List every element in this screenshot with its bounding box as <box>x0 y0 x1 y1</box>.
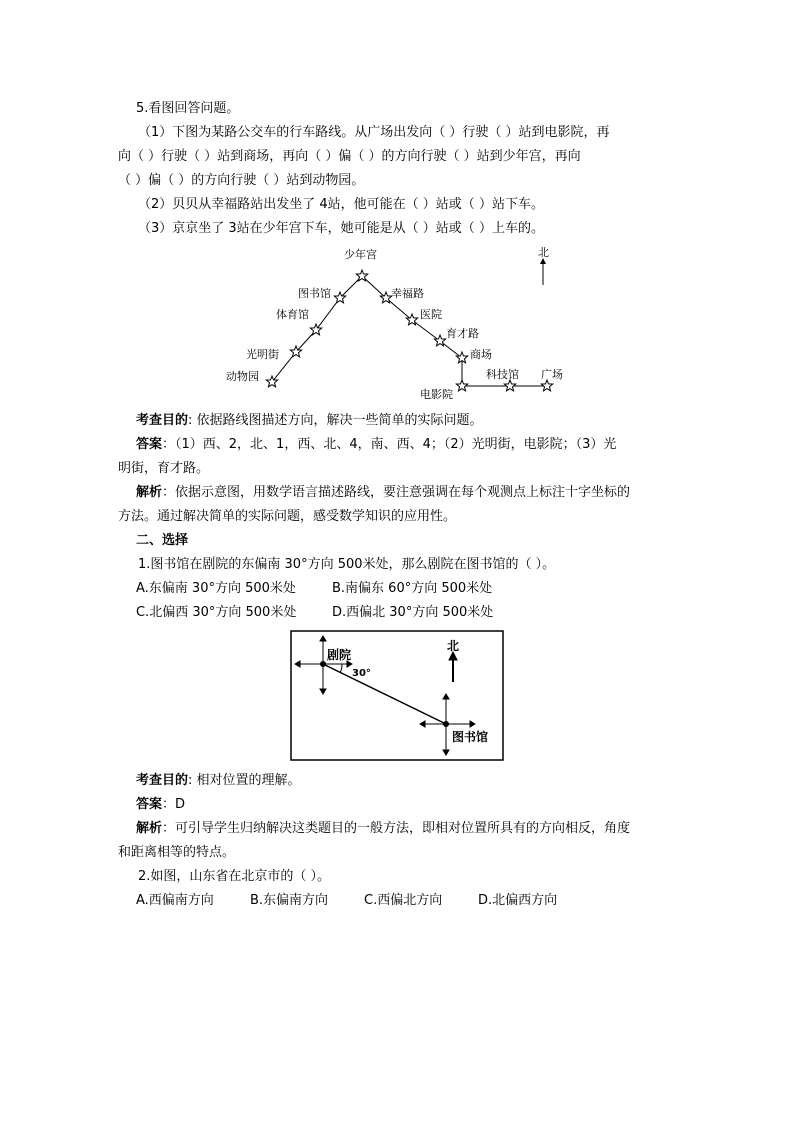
station-shangchang: 商场 <box>470 348 492 361</box>
q5-aim-label: 考查目的 <box>136 413 189 428</box>
q5-aim-text: : 依据路线图描述方向，解决一些简单的实际问题。 <box>188 413 483 428</box>
station-star-icon <box>310 324 321 335</box>
station-star-icon <box>504 380 515 391</box>
choice1-stem: 1.图书馆在剧院的东偏南 30°方向 500米处，那么剧院在图书馆的（ ）。 <box>138 557 556 572</box>
station-tiyuguan: 体育馆 <box>276 308 309 321</box>
station-kejiguan: 科技馆 <box>486 368 519 381</box>
choice2-option-c: C.西偏北方向 <box>364 893 443 908</box>
station-star-icon <box>541 380 552 391</box>
choice2-option-a: A.西偏南方向 <box>136 893 214 908</box>
station-xingfulu: 幸福路 <box>391 287 424 300</box>
choice1-analysis-line1 <box>136 820 630 838</box>
q5-part1-line3: （ ）偏（ ）的方向行驶（ ）站到动物园。 <box>118 173 365 188</box>
choice1-option-b: B.南偏东 60°方向 500米处 <box>332 581 493 596</box>
bus-route-map <box>0 0 794 410</box>
q5-part1-line1: （1）下图为某路公交车的行车路线。从广场出发向（ ）行驶（ ）站到电影院，再 <box>138 125 610 140</box>
choice2-option-d: D.北偏西方向 <box>478 893 558 908</box>
choice1-option-d: D.西偏北 30°方向 500米处 <box>332 605 494 620</box>
station-star-icon <box>456 380 467 391</box>
q5-analysis-line1 <box>136 484 630 502</box>
q5-answer-line2: 明街，育才路。 <box>118 461 210 476</box>
direction-figure <box>290 630 505 762</box>
choice1-answer <box>136 796 185 814</box>
theater-label: 剧院 <box>327 648 352 662</box>
station-tushuguan: 图书馆 <box>298 287 331 300</box>
q5-part3: （3）京京坐了 3站在少年宫下车，她可能是从（ ）站或（ ）上车的。 <box>138 221 544 236</box>
choice1-analysis-label: 解析 <box>136 821 163 836</box>
choice1-analysis-line2: 和距离相等的特点。 <box>118 845 236 860</box>
choice2-option-b: B.东偏南方向 <box>250 893 329 908</box>
angle-label: 30° <box>352 668 371 679</box>
choice1-aim-label: 考查目的 <box>136 773 189 788</box>
q5-part1-line2: 向（ ）行驶（ ）站到商场，再向（ ）偏（ ）的方向行驶（ ）站到少年宫，再向 <box>118 149 581 164</box>
choice2-stem: 2.如图，山东省在北京市的（ ）。 <box>138 869 331 884</box>
station-guangmingjie: 光明街 <box>246 348 279 361</box>
q5-title: 5.看图回答问题。 <box>136 101 240 116</box>
choice1-answer-label: 答案 <box>136 797 163 812</box>
q5-answer-text: ：（1）西、2，北、1，西、北、4，南、西、4；（2）光明街，电影院；（3）光 <box>162 437 617 452</box>
q5-answer-line1 <box>136 436 616 454</box>
station-guangchang: 广场 <box>541 368 563 381</box>
choice1-aim <box>136 772 301 790</box>
station-dongwuyuan: 动物园 <box>226 370 259 383</box>
choice1-analysis-text: ：可引导学生归纳解决这类题目的一般方法，即相对位置所具有的方向相反，角度 <box>162 821 631 836</box>
north-label: 北 <box>538 246 549 259</box>
q5-analysis-label: 解析 <box>136 485 163 500</box>
north-arrow-icon <box>540 258 546 285</box>
choice1-option-a: A.东偏南 30°方向 500米处 <box>136 581 296 596</box>
north-label-2: 北 <box>447 639 460 653</box>
q5-part2: （2）贝贝从幸福路站出发坐了 4站，他可能在（ ）站或（ ）站下车。 <box>138 197 544 212</box>
library-label: 图书馆 <box>452 730 489 744</box>
q5-analysis-line2: 方法。通过解决简单的实际问题，感受数学知识的应用性。 <box>118 509 457 524</box>
choice1-option-c: C.北偏西 30°方向 500米处 <box>136 605 297 620</box>
q5-answer-label: 答案 <box>136 437 163 452</box>
station-shaoniangong: 少年宫 <box>344 248 377 261</box>
choice1-answer-text: ：D <box>162 797 186 812</box>
section-heading: 二、选择 <box>136 533 189 548</box>
q5-aim <box>136 412 483 430</box>
station-yucailu: 育才路 <box>446 327 479 340</box>
q5-analysis-text: ：依据示意图，用数学语言描述路线，要注意强调在每个观测点上标注十字坐标的 <box>162 485 631 500</box>
choice1-aim-text: : 相对位置的理解。 <box>188 773 301 788</box>
station-yiyuan: 医院 <box>420 308 442 321</box>
station-dianyingyuan: 电影院 <box>420 388 453 401</box>
